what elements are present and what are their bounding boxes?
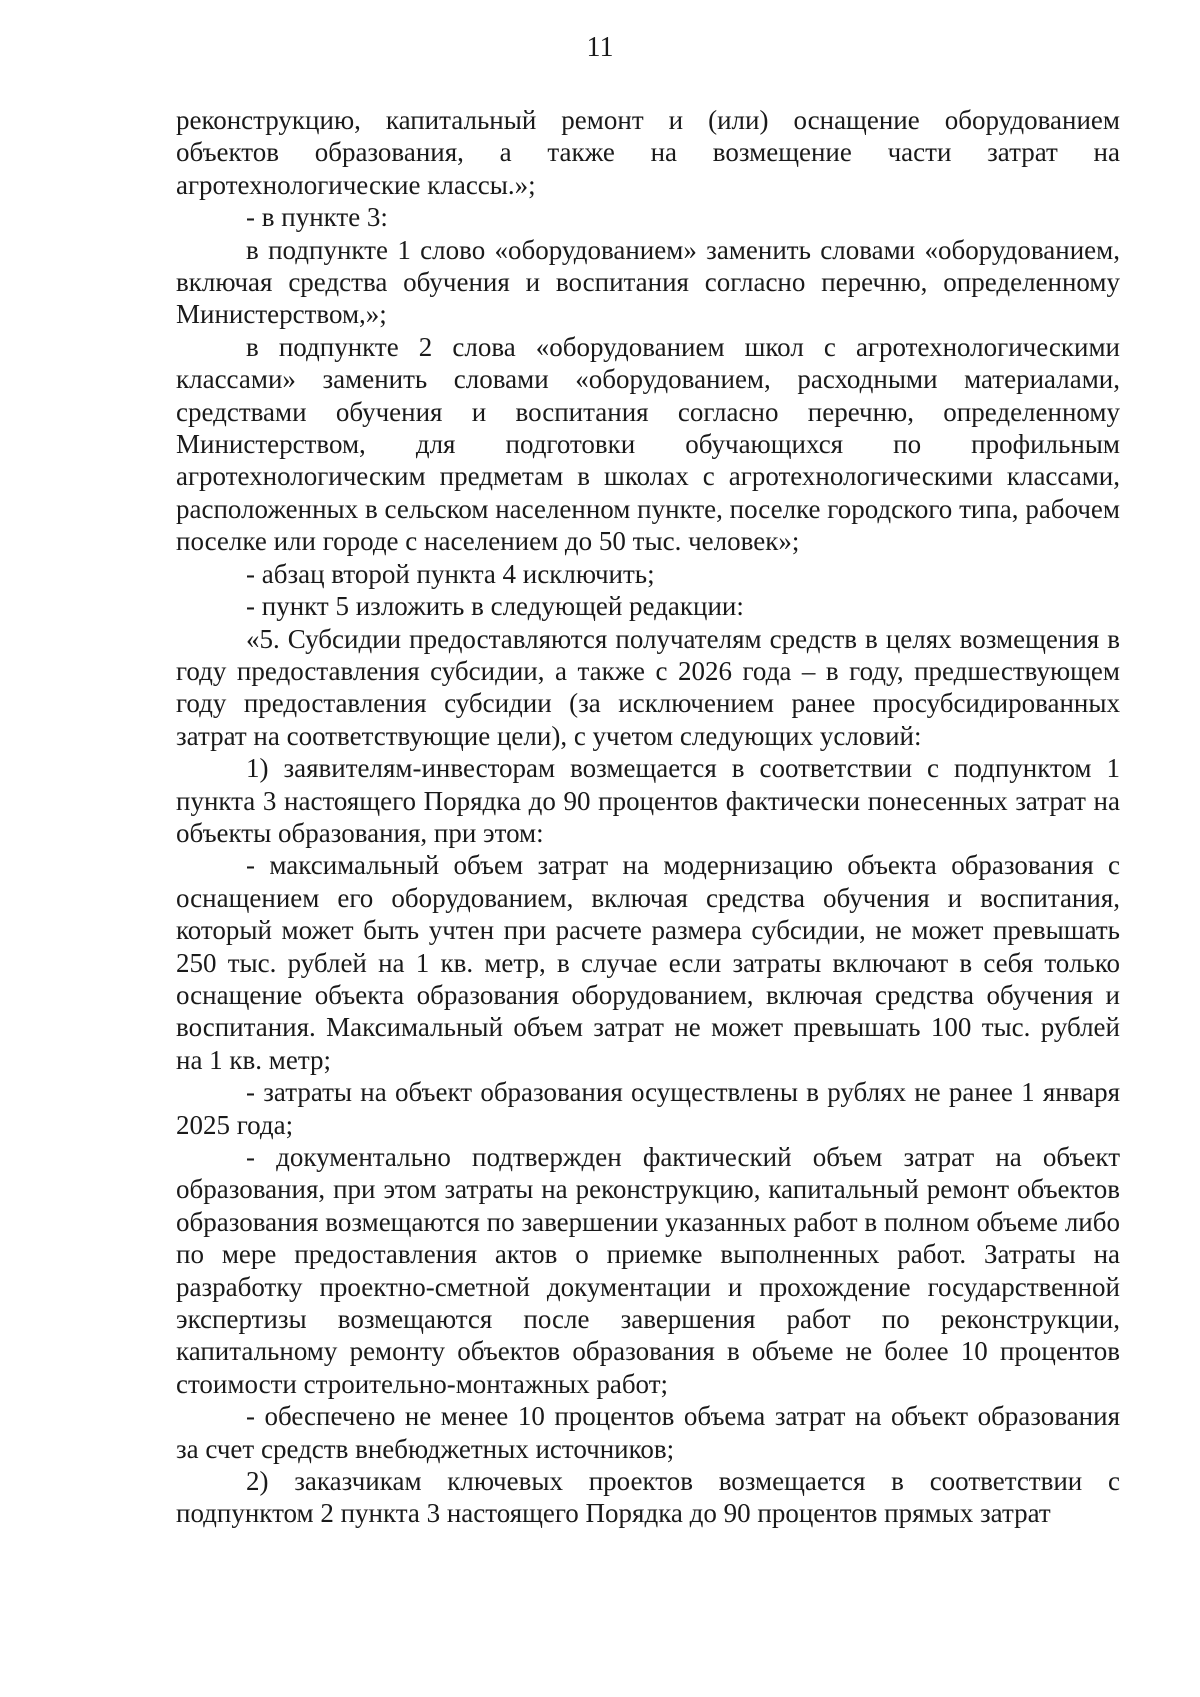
paragraph-13: 2) заказчикам ключевых проектов возмещается в соответствии с подпунктом 2 пункта 3 настоящего Порядка до 90 процентов прямых затрат bbox=[176, 1466, 1120, 1529]
paragraph-5: - абзац второй пункта 4 исключить; bbox=[246, 558, 655, 589]
paragraph-4: в подпункте 2 слова «оборудованием школ с агротехнологическими классами» заменить словами «оборудованием, расходными материалами, средствами обучения и воспитания согласно перечню, определенному Министерством, для подготовки обучающихся по профильным агротехнологическим предметам в школах с агротехнологическими классами, расположенных в сельском населенном пункте, поселке городского типа, рабочем поселке или городе с населением до 50 тыс. человек»; bbox=[176, 331, 1120, 557]
paragraph-6: - пункт 5 изложить в следующей редакции: bbox=[246, 591, 744, 622]
paragraph-8: 1) заявителям-инвесторам возмещается в соответствии с подпунктом 1 пункта 3 настоящего Порядка до 90 процентов фактически понесенных затрат на объекты образования, при этом: bbox=[176, 753, 1120, 848]
paragraph-11: - документально подтвержден фактический объем затрат на объект образования, при этом затраты на реконструкцию, капитальный ремонт объектов образования возмещаются по завершении указанных работ в полном объеме либо по мере предоставления актов о приемке выполненных работ. Затраты на разработку проектно-сметной документации и прохождение государственной экспертизы возмещаются после завершения работ по реконструкции, капитальному ремонту объектов образования в объеме не более 10 процентов стоимости строительно-монтажных работ; bbox=[176, 1142, 1120, 1399]
paragraph-12: - обеспечено не менее 10 процентов объема затрат на объект образования за счет средств внебюджетных источников; bbox=[176, 1401, 1120, 1464]
paragraph-2: - в пункте 3: bbox=[246, 202, 388, 233]
paragraph-1: реконструкцию, капитальный ремонт и (или) оснащение оборудованием объектов образования, а также на возмещение части затрат на агротехнологические классы.»; bbox=[176, 105, 1120, 200]
paragraph-10: - затраты на объект образования осуществлены в рублях не ранее 1 января 2025 года; bbox=[176, 1077, 1120, 1140]
document-body bbox=[176, 104, 1120, 1530]
paragraph-9: - максимальный объем затрат на модернизацию объекта образования с оснащением его оборудованием, включая средства обучения и воспитания, который может быть учтен при расчете размера субсидии, не может превышать 250 тыс. рублей на 1 кв. метр, в случае если затраты включают в себя только оснащение объекта образования оборудованием, включая средства обучения и воспитания. Максимальный объем затрат не может превышать 100 тыс. рублей на 1 кв. метр; bbox=[176, 850, 1120, 1075]
page-number: 11 bbox=[586, 32, 614, 63]
paragraph-7: «5. Субсидии предоставляются получателям средств в целях возмещения в году предоставления субсидии, а также с 2026 года – в году, предшествующем году предоставления субсидии (за исключением ранее просубсидированных затрат на соответствующие цели), с учетом следующих условий: bbox=[176, 623, 1120, 751]
paragraph-3: в подпункте 1 слово «оборудованием» заменить словами «оборудованием, включая средства обучения и воспитания согласно перечню, определенному Министерством,»; bbox=[176, 234, 1120, 330]
